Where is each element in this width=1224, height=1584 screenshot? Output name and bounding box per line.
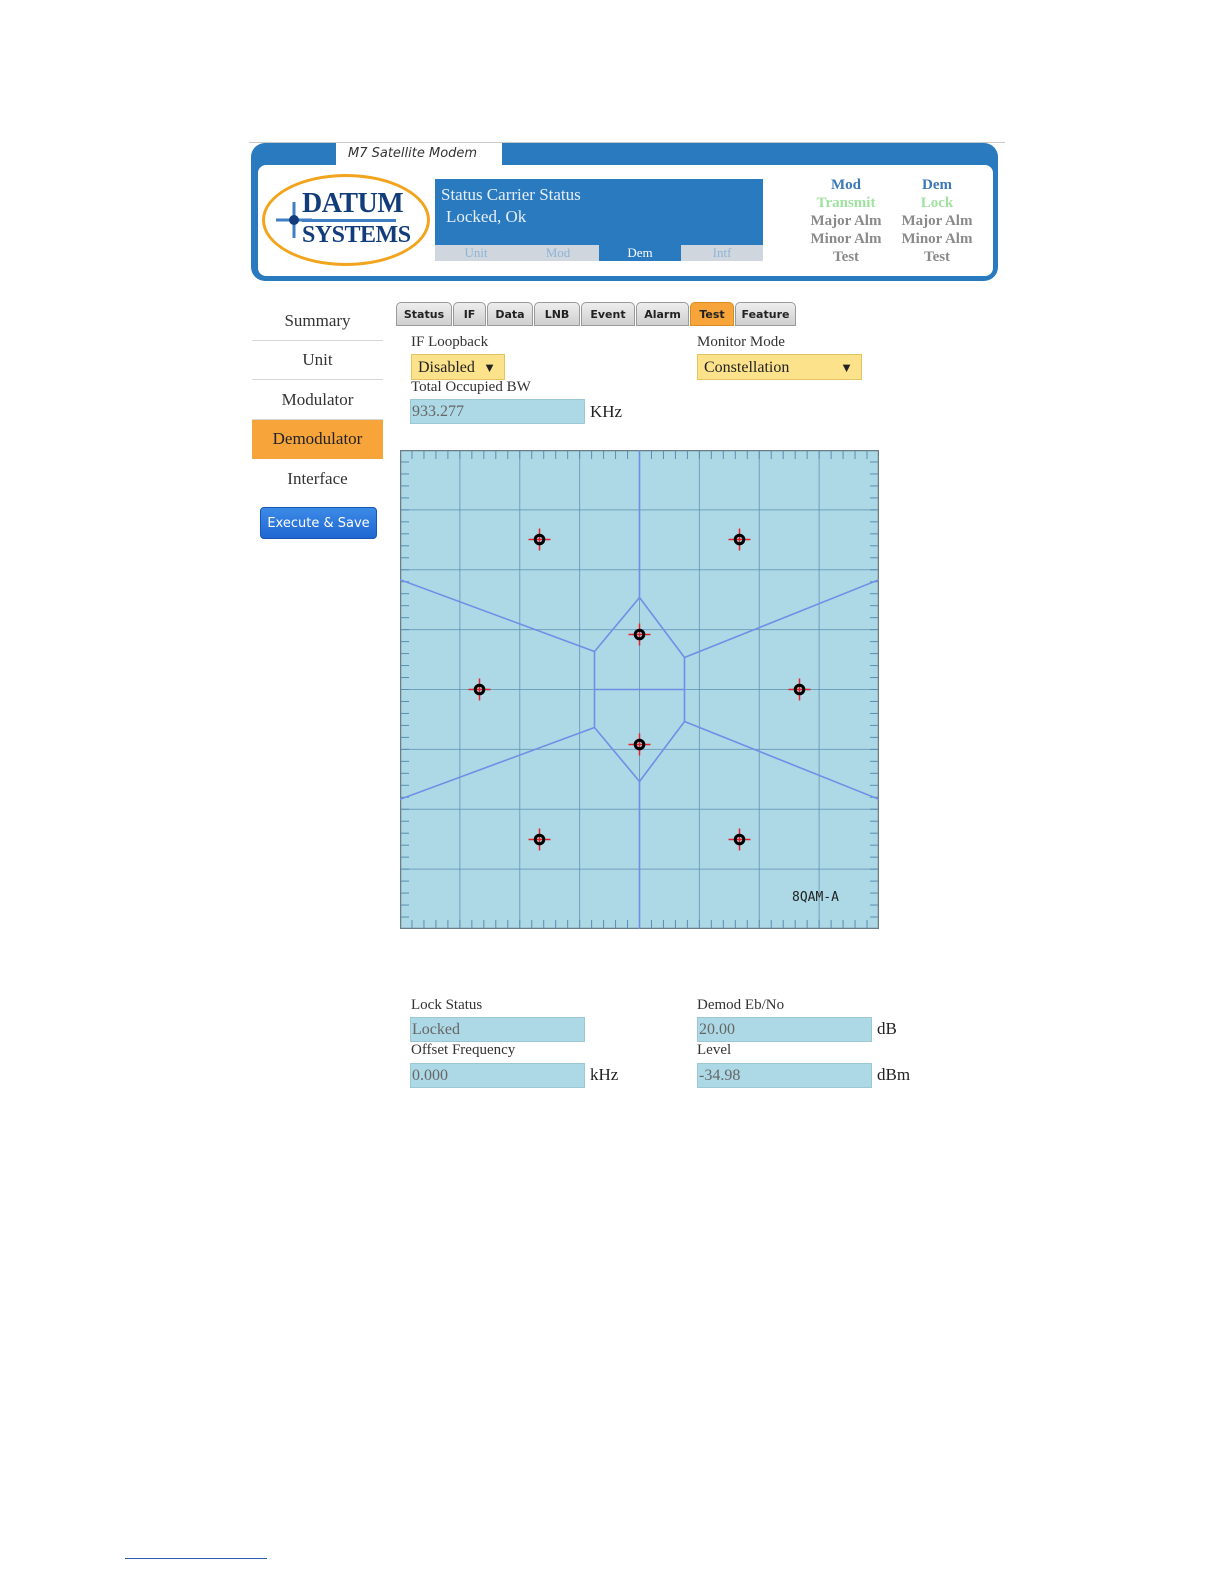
dem-lock-indicator: Lock: [920, 195, 954, 211]
dem-alarm-title: Dem: [922, 177, 952, 193]
mod-major-alarm-indicator: Major Alm: [810, 213, 882, 229]
footnote-rule: [125, 1558, 267, 1559]
level-label: Level: [697, 1042, 732, 1058]
dem-test-indicator: Test: [923, 249, 951, 265]
logo-text-systems: SYSTEMS: [302, 222, 411, 248]
offset-frequency-label: Offset Frequency: [411, 1042, 516, 1058]
lock-status-label: Lock Status: [411, 997, 483, 1013]
if-loopback-value: Disabled: [418, 359, 475, 376]
monitor-mode-select[interactable]: [697, 354, 862, 380]
sidebar-item-interface[interactable]: Interface: [287, 469, 348, 488]
status-tab-mod[interactable]: Mod: [517, 245, 599, 261]
tab-lnb[interactable]: LNB: [534, 302, 580, 326]
demod-ebno-field: 20.00: [697, 1017, 872, 1042]
demod-ebno-unit: dB: [877, 1019, 897, 1038]
mod-alarm-column: [801, 176, 891, 266]
lock-status-field: Locked: [410, 1017, 585, 1042]
tab-test[interactable]: Test: [690, 302, 734, 326]
mod-minor-alarm-indicator: Minor Alm: [810, 231, 882, 247]
status-tab-unit[interactable]: Unit: [435, 245, 517, 261]
tab-status[interactable]: Status: [396, 302, 452, 326]
constellation-display: [400, 450, 879, 929]
status-tab-intf[interactable]: Intf: [681, 245, 763, 261]
tab-data[interactable]: Data: [487, 302, 533, 326]
total-occupied-bw-unit: KHz: [590, 402, 623, 421]
offset-frequency-unit: kHz: [590, 1065, 619, 1084]
dem-alarm-column: [892, 176, 982, 266]
sidebar-item-modulator[interactable]: Modulator: [252, 381, 383, 420]
tab-alarm[interactable]: Alarm: [636, 302, 689, 326]
app-title: M7 Satellite Modem: [336, 143, 502, 165]
constellation-plot: [400, 450, 879, 929]
demod-ebno-label: Demod Eb/No: [697, 997, 785, 1013]
tab-event[interactable]: Event: [581, 302, 635, 326]
total-occupied-bw-label: Total Occupied BW: [411, 379, 531, 395]
sidebar-item-unit[interactable]: Unit: [252, 341, 383, 380]
chevron-down-icon: ▼: [840, 360, 853, 375]
mod-transmit-indicator: Transmit: [816, 195, 876, 211]
sidebar-item-demodulator[interactable]: Demodulator: [252, 420, 383, 459]
status-tabs: [435, 245, 763, 261]
sidebar-item-summary[interactable]: Summary: [252, 302, 383, 341]
logo-text-datum: DATUM: [302, 188, 404, 219]
level-field: -34.98: [697, 1063, 872, 1088]
monitor-mode-value: Constellation: [704, 359, 790, 376]
dem-major-alarm-indicator: Major Alm: [901, 213, 973, 229]
if-loopback-label: IF Loopback: [411, 334, 489, 350]
level-unit: dBm: [877, 1065, 911, 1084]
modulation-label: 8QAM-A: [792, 890, 839, 905]
execute-save-button[interactable]: Execute & Save: [260, 507, 377, 539]
monitor-mode-label: Monitor Mode: [697, 334, 785, 350]
carrier-status-panel: [435, 179, 763, 261]
chevron-down-icon: ▼: [483, 360, 496, 375]
mod-test-indicator: Test: [832, 249, 860, 265]
tab-if[interactable]: IF: [453, 302, 486, 326]
if-loopback-select[interactable]: [411, 354, 505, 380]
dem-minor-alarm-indicator: Minor Alm: [901, 231, 973, 247]
mod-alarm-title: Mod: [831, 177, 861, 193]
status-heading: Status Carrier Status: [441, 185, 581, 204]
datum-systems-logo: [262, 174, 430, 266]
status-value: Locked, Ok: [446, 207, 527, 226]
total-occupied-bw-field: 933.277: [410, 399, 585, 424]
tab-feature[interactable]: Feature: [735, 302, 796, 326]
offset-frequency-field: 0.000: [410, 1063, 585, 1088]
status-tab-dem[interactable]: Dem: [599, 245, 681, 261]
